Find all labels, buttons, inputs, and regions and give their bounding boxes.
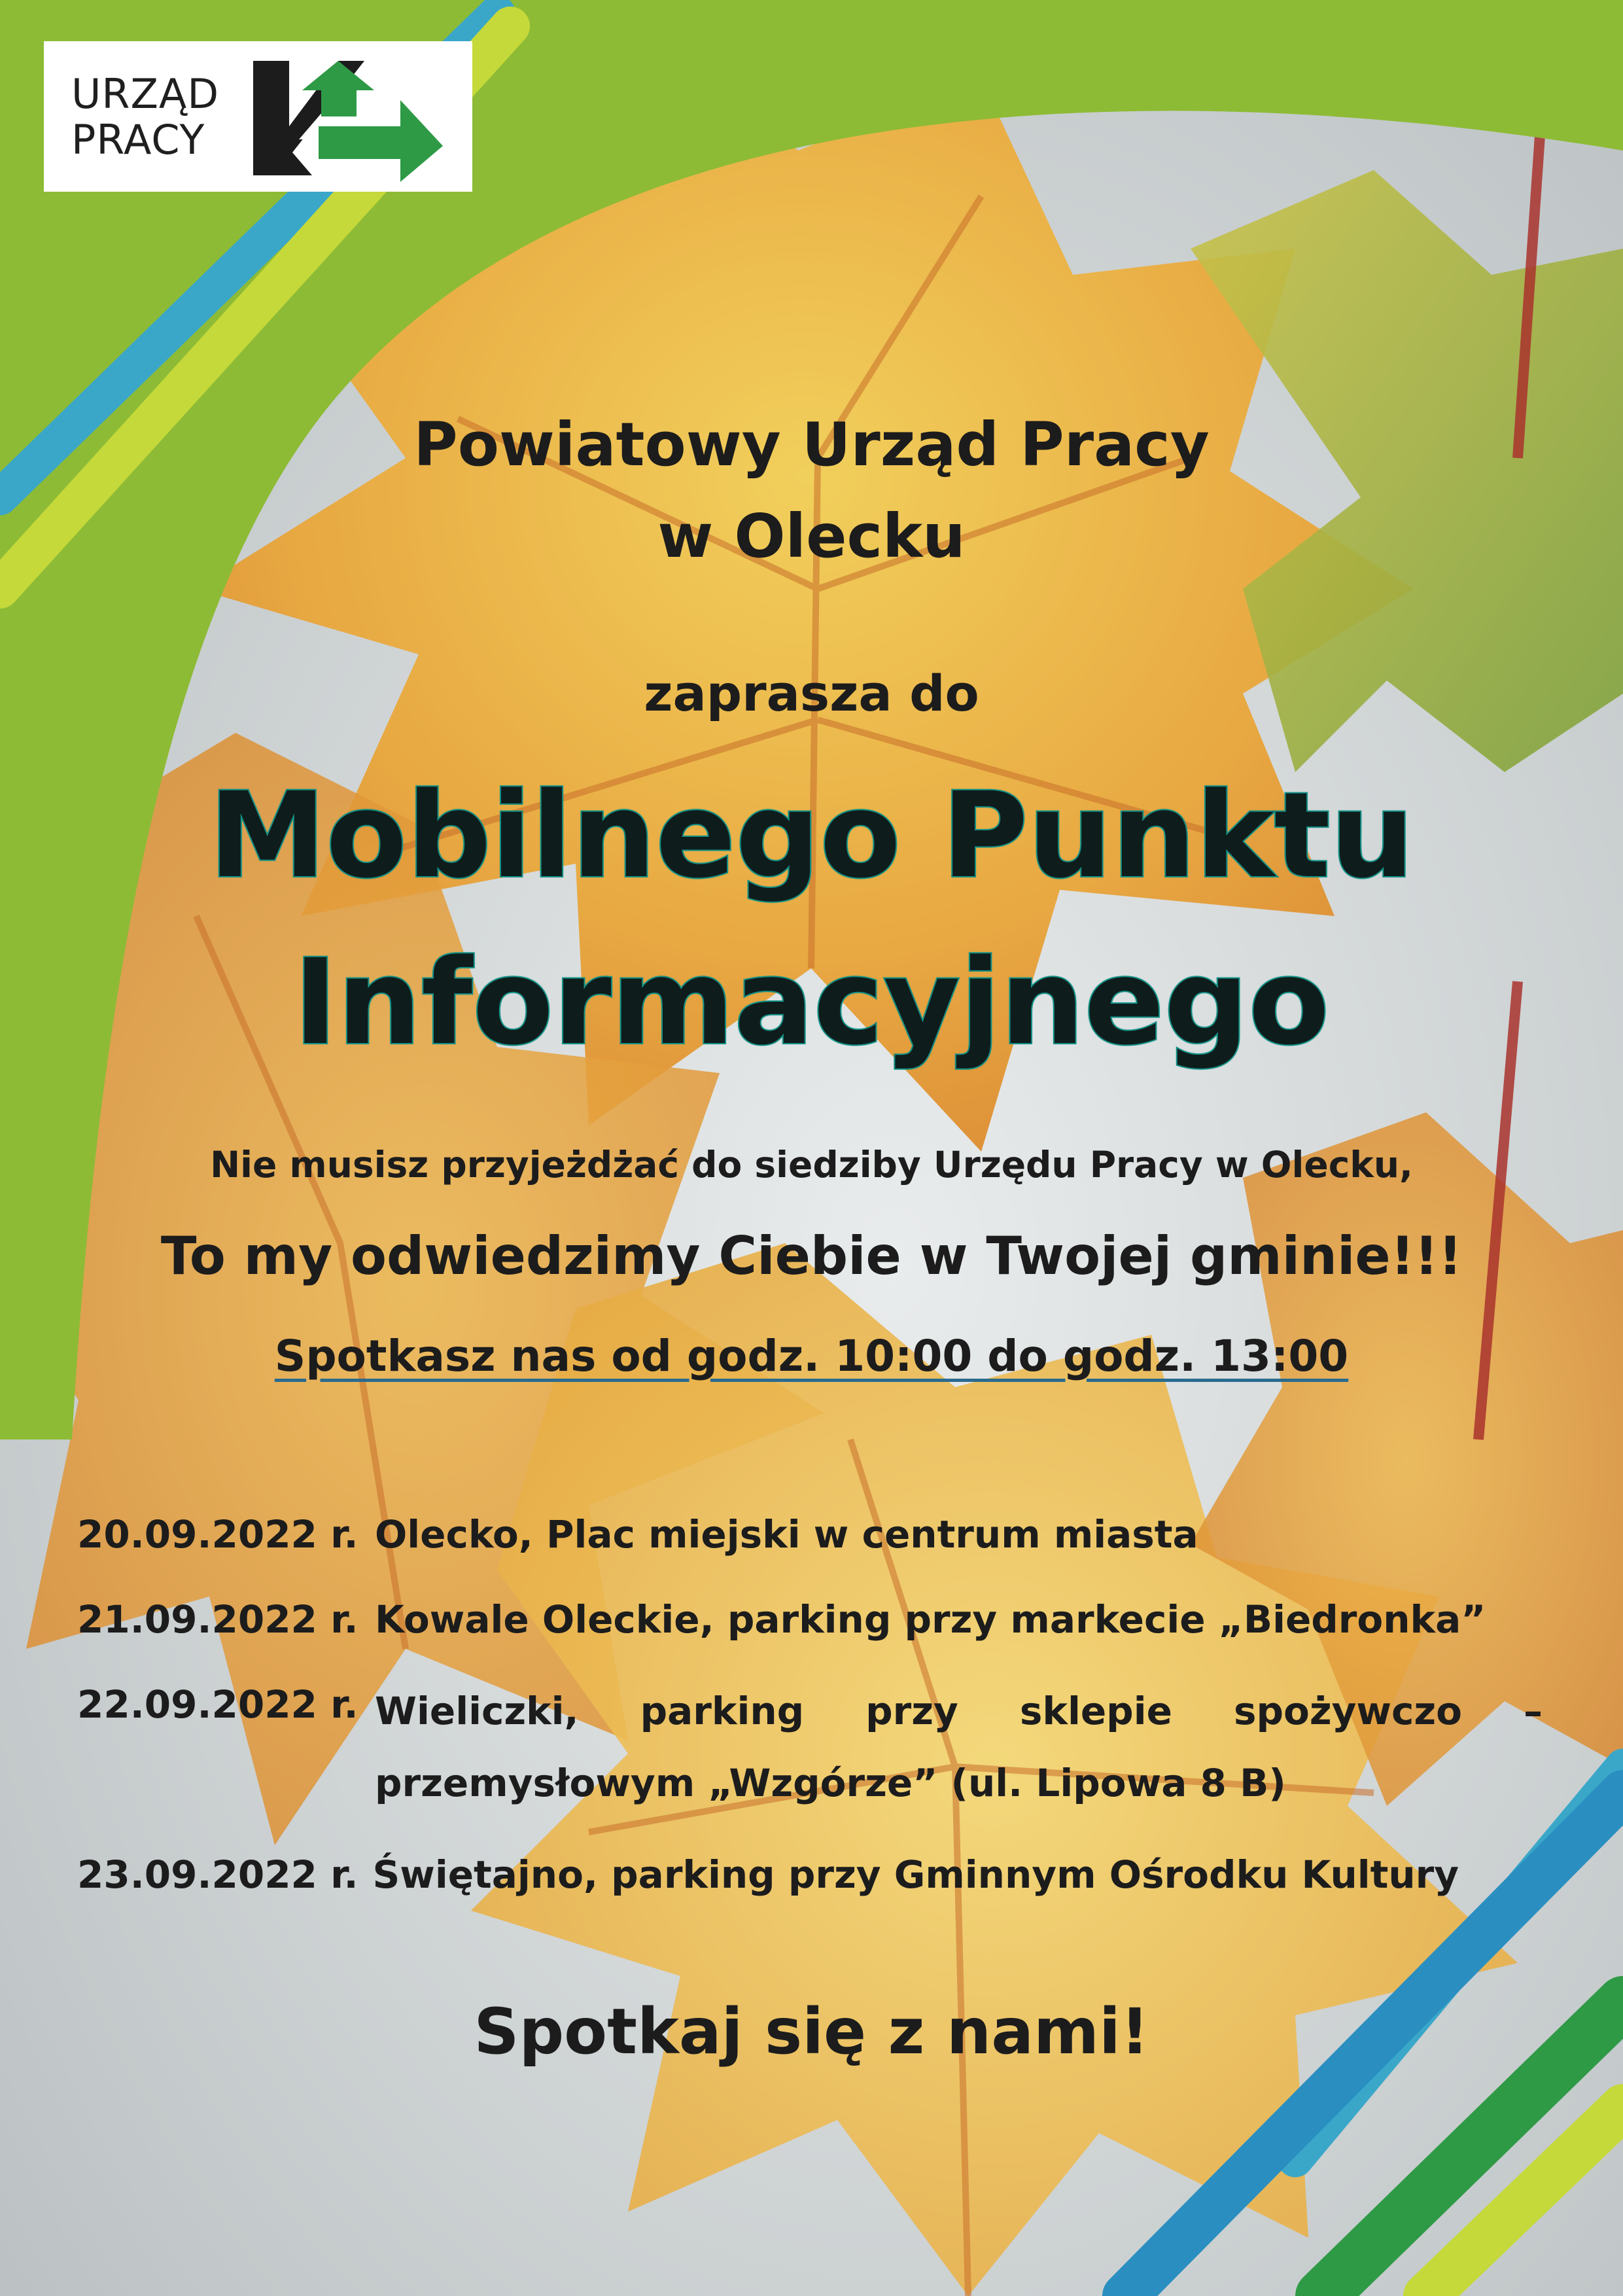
schedule-item [77, 1675, 1543, 1819]
urzad-pracy-arrow-logo-icon [240, 54, 449, 182]
hours-underlined: Spotkasz nas od godz. 10:00 do godz. 13:00 [274, 1331, 1349, 1381]
schedule-place: Świętajno, parking przy Gminnym Ośrodku Kultury [372, 1852, 1459, 1897]
logo-line2: PRACY [71, 116, 205, 164]
closing-text: Spotkaj się z nami! [474, 1995, 1149, 2068]
org-line1: Powiatowy Urząd Pracy [413, 410, 1210, 480]
schedule-date: 23.09.2022 r. [77, 1852, 358, 1897]
schedule-date: 20.09.2022 r. [77, 1512, 358, 1557]
schedule-item [77, 1845, 1543, 1904]
logo [44, 41, 472, 192]
schedule-place: Wieliczki, parking przy sklepie spożywczo – przemysłowym „Wzgórze” (ul. Lipowa 8 B) [375, 1689, 1543, 1805]
hours-text [0, 1325, 1623, 1388]
schedule-date: 21.09.2022 r. [77, 1597, 358, 1642]
schedule-place: Kowale Oleckie, parking przy markecie „Biedronka” [375, 1597, 1486, 1642]
schedule-item [77, 1590, 1543, 1649]
schedule-place: Olecko, Plac miejski w centrum miasta [375, 1512, 1198, 1557]
invite-text: zaprasza do [644, 664, 979, 722]
schedule-list [77, 1505, 1543, 1930]
schedule-item [77, 1505, 1543, 1564]
intro-text: Nie musisz przyjeżdżać do siedziby Urzędu Pracy w Olecku, [210, 1144, 1413, 1186]
logo-line1: URZĄD [71, 70, 220, 118]
title-line2: Informacyjnego [293, 934, 1330, 1071]
slogan-text: To my odwiedzimy Ciebie w Twojej gminie!!! [160, 1226, 1463, 1286]
org-line2: w Olecku [657, 501, 966, 571]
logo-text [71, 71, 235, 163]
page-title [0, 752, 1623, 1086]
organization-name [0, 399, 1623, 582]
schedule-date: 22.09.2022 r. [77, 1682, 358, 1727]
title-line1: Mobilnego Punktu [209, 768, 1414, 904]
